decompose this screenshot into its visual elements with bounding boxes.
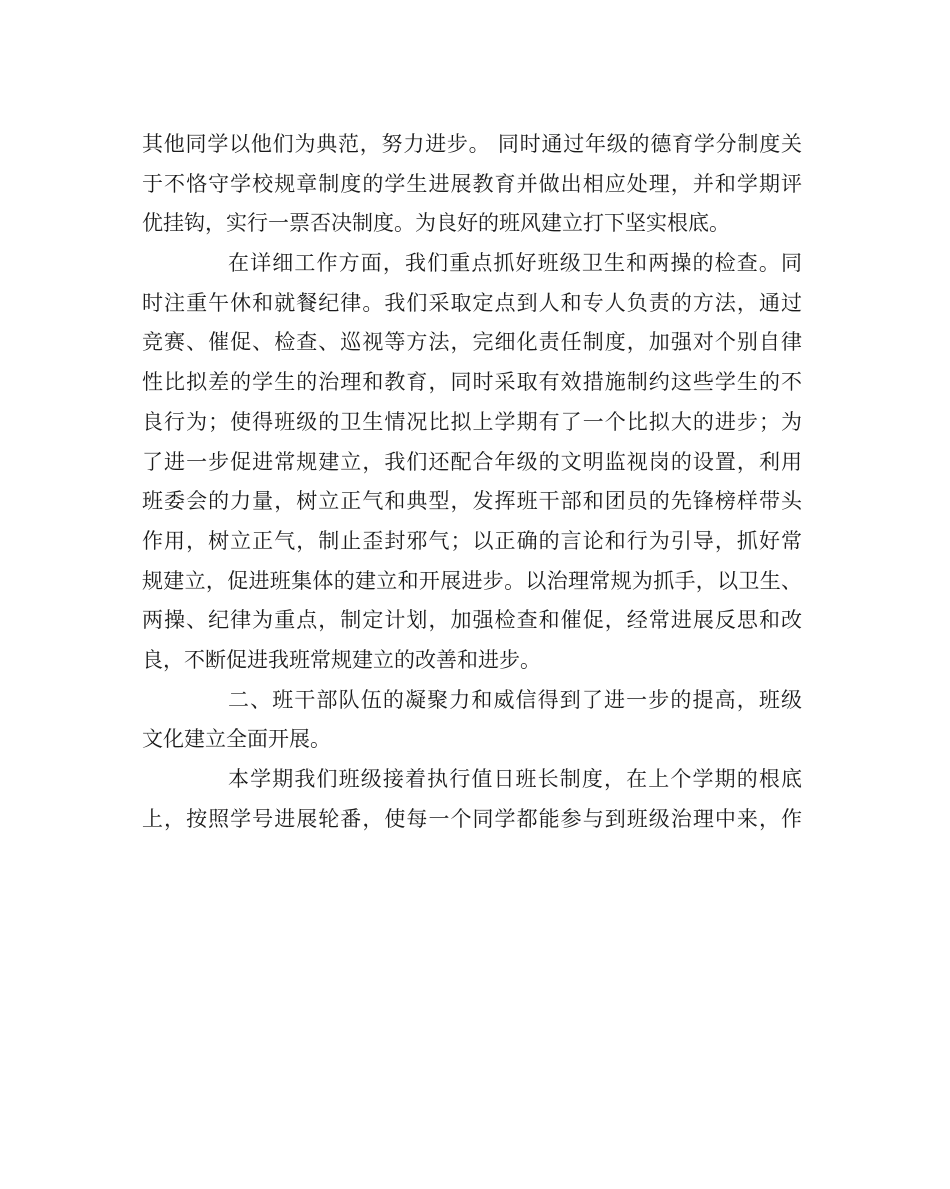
text-line: 优挂钩，实行一票否决制度。为良好的班风建立打下坚实根底。 — [142, 211, 730, 236]
text-line: 规建立，促进班集体的建立和开展进步。以治理常规为抓手，以卫生、 — [142, 568, 802, 593]
text-line: 二、班干部队伍的凝聚力和威信得到了进一步的提高，班级 — [228, 687, 802, 712]
text-line: 两操、纪律为重点，制定计划，加强检查和催促，经常进展反思和改 — [142, 608, 802, 633]
text-line: 其他同学以他们为典范，努力进步。 同时通过年级的德育学分制度关 — [142, 132, 802, 156]
text-line: 本学期我们班级接着执行值日班长制度，在上个学期的根底 — [228, 767, 802, 791]
text-line: 在详细工作方面，我们重点抓好班级卫生和两操的检查。同 — [228, 251, 802, 276]
text-line: 竞赛、催促、检查、巡视等方法，完细化责任制度，加强对个别自律 — [142, 330, 802, 355]
text-line: 班委会的力量，树立正气和典型，发挥班干部和团员的先锋榜样带头 — [142, 489, 802, 514]
text-line: 良行为；使得班级的卫生情况比拟上学期有了一个比拟大的进步；为 — [142, 409, 802, 434]
text-line: 了进一步促进常规建立，我们还配合年级的文明监视岗的设置，利用 — [142, 449, 802, 474]
text-line: 上，按照学号进展轮番，使每一个同学都能参与到班级治理中来，作 — [142, 806, 802, 831]
document-body — [142, 125, 802, 839]
text-line: 文化建立全面开展。 — [142, 727, 331, 752]
text-line: 于不恪守学校规章制度的学生进展教育并做出相应处理，并和学期评 — [142, 171, 802, 196]
text-line: 良，不断促进我班常规建立的改善和进步。 — [142, 647, 541, 672]
text-line: 作用，树立正气，制止歪封邪气；以正确的言论和行为引导，抓好常 — [142, 528, 802, 553]
text-line: 性比拟差的学生的治理和教育，同时采取有效措施制约这些学生的不 — [142, 370, 802, 395]
text-line: 时注重午休和就餐纪律。我们采取定点到人和专人负责的方法，通过 — [142, 290, 802, 315]
